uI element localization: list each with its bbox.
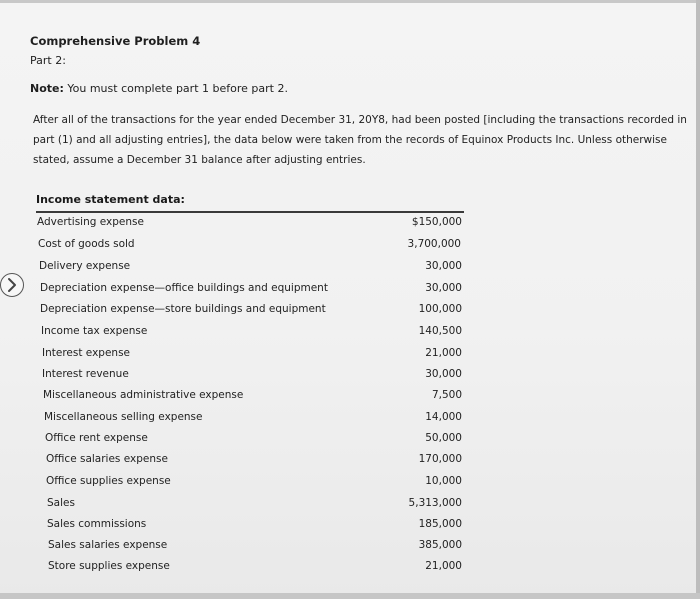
row-amount: 385,000 xyxy=(418,539,462,551)
row-amount: 30,000 xyxy=(425,282,462,294)
table-header: Income statement data: xyxy=(36,193,185,206)
top-border xyxy=(0,0,700,3)
paragraph-line: part (1) and all adjusting entries], the data below were taken from the records of Equinox Products Inc. Unless otherwise xyxy=(33,134,667,146)
note-line xyxy=(30,82,288,95)
table-row xyxy=(48,560,462,580)
table-row xyxy=(48,539,462,559)
table-row xyxy=(38,238,461,258)
row-label: Office rent expense xyxy=(45,432,148,444)
row-amount: 10,000 xyxy=(425,475,462,487)
row-label: Store supplies expense xyxy=(48,560,170,572)
problem-title: Comprehensive Problem 4 xyxy=(30,34,201,48)
row-amount: 5,313,000 xyxy=(408,497,462,509)
table-row xyxy=(44,411,462,431)
row-label: Depreciation expense—office buildings and equipment xyxy=(40,282,328,294)
row-amount: 30,000 xyxy=(425,260,462,272)
row-amount: 3,700,000 xyxy=(407,238,461,250)
instructions-paragraph xyxy=(33,110,698,170)
row-amount: 30,000 xyxy=(425,368,462,380)
row-amount: 185,000 xyxy=(418,518,462,530)
bottom-border xyxy=(0,593,700,599)
table-row xyxy=(45,432,462,452)
row-label: Depreciation expense—store buildings and equipment xyxy=(40,303,326,315)
part-label: Part 2: xyxy=(30,54,66,67)
row-label: Interest revenue xyxy=(42,368,129,380)
row-label: Miscellaneous administrative expense xyxy=(43,389,244,401)
expand-toggle-button[interactable] xyxy=(0,273,24,297)
right-scroll-edge xyxy=(696,0,700,599)
table-row xyxy=(43,389,462,409)
table-row xyxy=(42,347,462,367)
row-amount: $150,000 xyxy=(411,216,462,228)
row-amount: 21,000 xyxy=(425,560,462,572)
row-amount: 170,000 xyxy=(418,453,462,465)
row-label: Miscellaneous selling expense xyxy=(44,411,203,423)
table-row xyxy=(40,303,462,323)
row-label: Interest expense xyxy=(42,347,130,359)
row-amount: 50,000 xyxy=(425,432,462,444)
table-row xyxy=(42,368,462,388)
paragraph-line: stated, assume a December 31 balance after adjusting entries. xyxy=(33,154,366,166)
header-divider xyxy=(36,211,464,213)
table-row xyxy=(40,282,462,302)
note-text: You must complete part 1 before part 2. xyxy=(63,82,288,95)
table-row xyxy=(37,216,462,236)
table-row xyxy=(47,518,462,538)
row-amount: 14,000 xyxy=(425,411,462,423)
row-label: Office supplies expense xyxy=(46,475,171,487)
row-amount: 7,500 xyxy=(431,389,462,401)
table-row xyxy=(46,453,462,473)
row-label: Sales salaries expense xyxy=(48,539,168,551)
note-label: Note: xyxy=(30,82,64,95)
table-row xyxy=(47,497,462,517)
table-row xyxy=(46,475,462,495)
row-label: Sales commissions xyxy=(47,518,147,530)
row-amount: 21,000 xyxy=(425,347,462,359)
paragraph-line: After all of the transactions for the year ended December 31, 20Y8, had been posted [including the transactions recorded in xyxy=(33,114,687,126)
table-row xyxy=(39,260,462,280)
row-label: Cost of goods sold xyxy=(38,238,135,250)
row-label: Advertising expense xyxy=(37,216,144,228)
row-amount: 100,000 xyxy=(418,303,462,315)
row-label: Office salaries expense xyxy=(46,453,168,465)
row-label: Delivery expense xyxy=(39,260,131,272)
row-label: Income tax expense xyxy=(41,325,148,337)
table-row xyxy=(41,325,462,345)
chevron-right-icon xyxy=(4,277,20,293)
row-amount: 140,500 xyxy=(418,325,462,337)
row-label: Sales xyxy=(47,497,75,509)
